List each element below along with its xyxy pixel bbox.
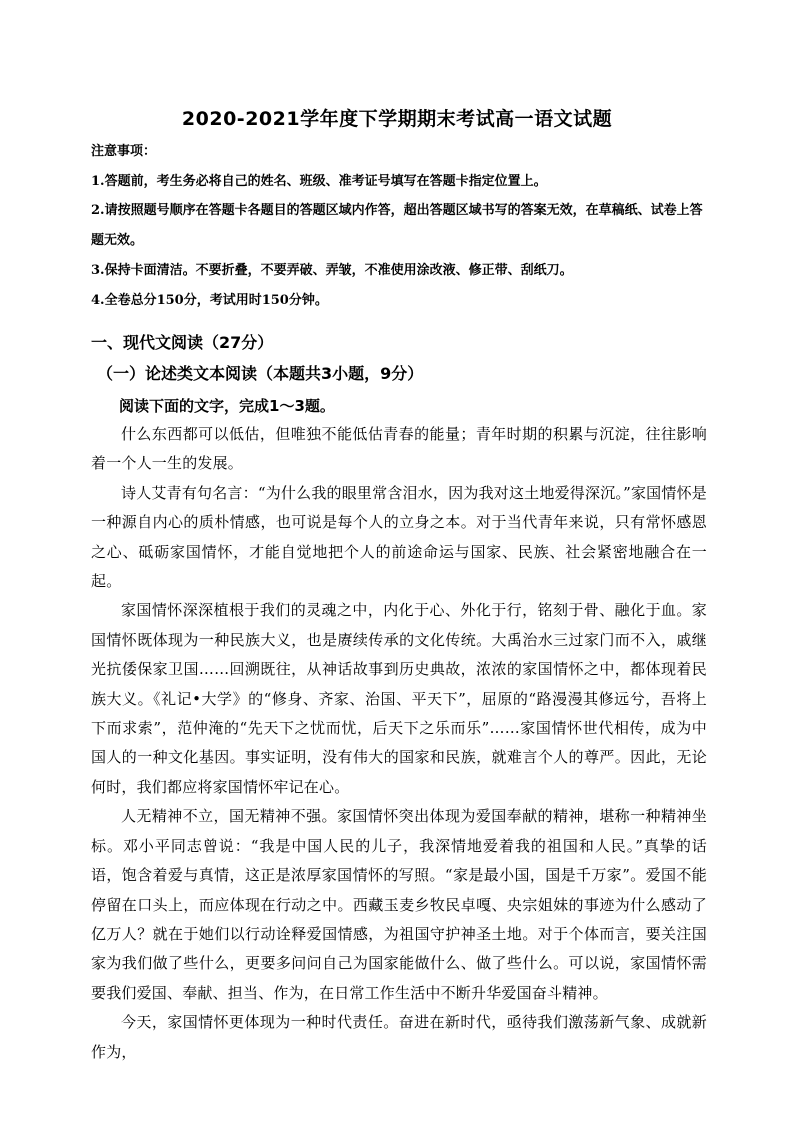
notice-item-1: 1.答题前，考生务必将自己的姓名、班级、准考证号填写在答题卡指定位置上。	[91, 174, 547, 189]
notice-heading: 注意事项：	[91, 144, 157, 159]
subsection-heading: （一）论述类文本阅读（本题共3小题，9分）	[97, 364, 424, 383]
notice-item-4: 4.全卷总分150分，考试用时150分钟。	[91, 293, 328, 308]
passage-paragraph-3: 家国情怀深深植根于我们的灵魂之中，内化于心、外化于行，铭刻于骨、融化于血。家国情怀既体现为一种民族大义，也是赓续传承的文化传统。大禹治水三过家门而不入，戚继光抗倭保家卫国……回溯既往，从神话故事到历史典故，浓浓的家国情怀之中，都体现着民族大义。《礼记•大学》的“修身、齐家、治国、平天下”，屈原的“路漫漫其修远兮，吾将上下而求索”，范仲淹的“先天下之忧而忧，后天下之乐而乐”……家国情怀世代相传，成为中国人的一种文化基因。事实证明，没有伟大的国家和民族，就难言个人的尊严。因此，无论何时，我们都应将家国情怀牢记在心。	[91, 601, 707, 796]
reading-instruction: 阅读下面的文字，完成1～3题。	[119, 397, 335, 415]
passage-paragraph-2: 诗人艾青有句名言：“为什么我的眼里常含泪水，因为我对这土地爱得深沉。”家国情怀是一种源自内心的质朴情感，也可说是每个人的立身之本。对于当代青年来说，只有常怀感恩之心、砥砺家国情怀，才能自觉地把个人的前途命运与国家、民族、社会紧密地融合在一起。	[91, 483, 707, 591]
passage-paragraph-4: 人无精神不立，国无精神不强。家国情怀突出体现为爱国奉献的精神，堪称一种精神坐标。邓小平同志曾说：“我是中国人民的儿子，我深情地爱着我的祖国和人民。”真挚的话语，饱含着爱与真情，这正是浓厚家国情怀的写照。“家是最小国，国是千万家”。爱国不能停留在口头上，而应体现在行动之中。西藏玉麦乡牧民卓嘎、央宗姐妹的事迹为什么感动了亿万人？就在于她们以行动诠释爱国情感，为祖国守护神圣土地。对于个体而言，要关注国家为我们做了些什么，更要多问问自己为国家能做什么、做了些什么。可以说，家国情怀需要我们爱国、奉献、担当、作为，在日常工作生活中不断升华爱国奋斗精神。	[91, 807, 707, 1002]
passage	[91, 420, 707, 1067]
passage-paragraph-1: 什么东西都可以低估，但唯独不能低估青春的能量；青年时期的积累与沉淀，往往影响着一个人一生的发展。	[91, 425, 707, 473]
passage-paragraph-5: 今天，家国情怀更体现为一种时代责任。奋进在新时代，亟待我们激荡新气象、成就新作为，	[91, 1013, 707, 1061]
page-title: 2020-2021学年度下学期期末考试高一语文试题	[181, 108, 613, 130]
notice-item-3: 3.保持卡面清洁。不要折叠，不要弄破、弄皱，不准使用涂改液、修正带、刮纸刀。	[91, 263, 573, 278]
section-heading: 一、现代文阅读（27分）	[91, 333, 274, 352]
notice-block	[91, 144, 711, 323]
notice-item-2: 2.请按照题号顺序在答题卡各题目的答题区域内作答，超出答题区域书写的答案无效，在草稿纸、试卷上答题无效。	[91, 203, 703, 248]
